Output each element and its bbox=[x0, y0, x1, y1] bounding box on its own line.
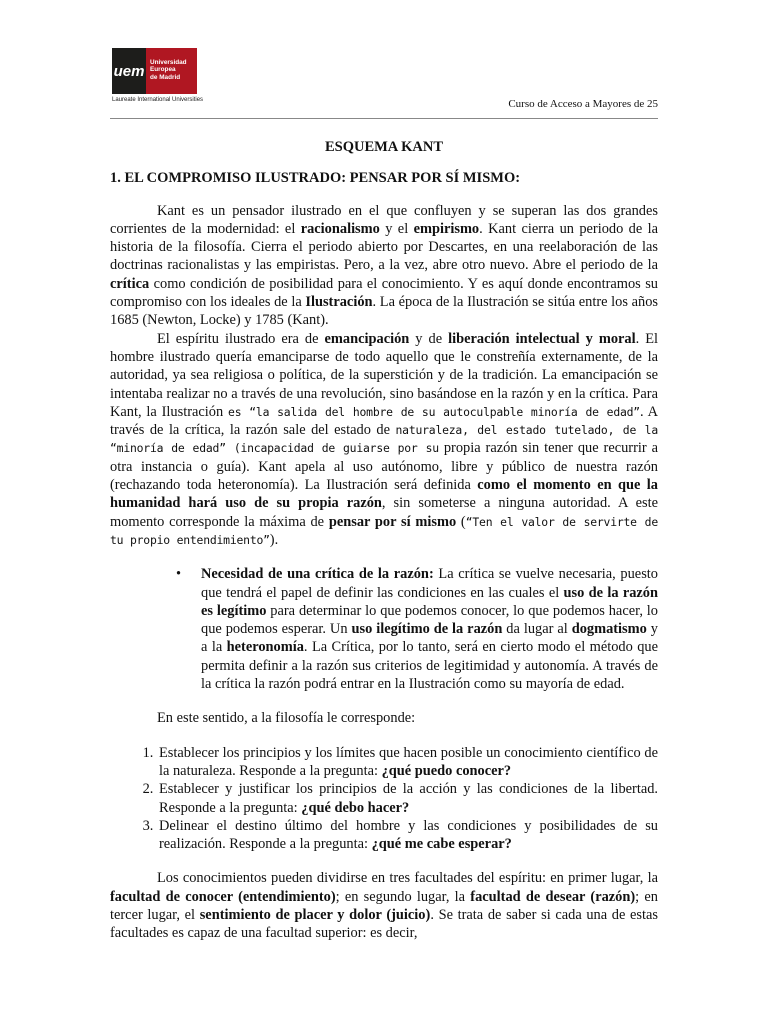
bullet-icon: • bbox=[176, 566, 182, 583]
list-item: 3. Delinear el destino último del hombre y las condiciones y posibilidades de su realización. Responde a la pregunta: ¿qué me cabe esperar? bbox=[157, 817, 658, 854]
paragraph-2: El espíritu ilustrado era de emancipación y de liberación intelectual y moral. El hombre ilustrado quería emanciparse de todo aquello que le constreñía externamente, de la autoridad, ya sea religiosa o política, de la superstición y de la tradición. La emancipación se intentaba realizar no a través de una revolución, sino basándose en la razón y en la crítica. Para Kant, la Ilustración es “la salida del hombre de su autoculpable minoría de edad”. A través de la crítica, la razón sale del estado de naturaleza, del estado tutelado, de la “minoría de edad” (incapacidad de guiarse por su propia razón sin tener que recurrir a otra instancia o guía). Kant apela al uso autónomo, libre y público de nuestra razón (rechazando toda heteronomía). La Ilustración será definida como el momento en que la humanidad hará uso de su propia razón, sin someterse a ninguna autoridad. A este momento corresponde la máxima de pensar por sí mismo (“Ten el valor de servirte de tu propio entendimiento”). bbox=[110, 330, 659, 548]
paragraph-4: Los conocimientos pueden dividirse en tres facultades del espíritu: en primer lugar, la facultad de conocer (entendimiento); en segundo lugar, la facultad de desear (razón); en tercer lugar, el sentimiento de placer y dolor (juicio). Se trata de saber si cada una de estas facultades es capaz de una facultad superior: es decir, bbox=[110, 870, 659, 942]
document-body bbox=[110, 138, 658, 943]
bullet-list bbox=[110, 565, 658, 693]
course-label: Curso de Acceso a Mayores de 25 bbox=[508, 98, 658, 110]
logo-mark: uem bbox=[112, 48, 146, 94]
paragraph-1: Kant es un pensador ilustrado en el que confluyen y se superan las dos grandes corrientes de la modernidad: el racionalismo y el empirismo. Kant cierra un periodo de la historia de la filosofía. Cierra el periodo abierto por Descartes, en una reelaboración de las doctrinas racionalistas y las empiristas. Pero, a la vez, abre otro nuevo. Abre el periodo de la crítica como condición de posibilidad para el conocimiento. Y es aquí donde encontramos su compromiso con los ideales de la Ilustración. La época de la Ilustración se sitúa entre los años 1685 (Newton, Locke) y 1785 (Kant). bbox=[110, 202, 659, 329]
section-heading: 1. EL COMPROMISO ILUSTRADO: PENSAR POR SÍ MISMO: bbox=[110, 170, 521, 187]
logo-text: Universidad Europea de Madrid bbox=[146, 48, 197, 94]
numbered-list bbox=[110, 744, 658, 854]
paragraph-3: En este sentido, a la filosofía le corresponde: bbox=[157, 710, 416, 727]
logo-tagline: Laureate International Universities bbox=[112, 97, 204, 103]
minoria-quote: naturaleza, del estado tutelado, de la “minoría de edad” (incapacidad de guiarse por su bbox=[110, 423, 658, 456]
list-item: 1. Establecer los principios y los límites que hacen posible un conocimiento científico de la naturaleza. Responde a la pregunta: ¿qué puedo conocer? bbox=[157, 744, 658, 781]
sapere-aude-quote: “Ten el valor de servirte de tu propio entendimiento” bbox=[110, 514, 658, 547]
header-rule bbox=[110, 118, 658, 119]
list-item: 2. Establecer y justificar los principios de la acción y las condiciones de la libertad. Responde a la pregunta: ¿qué debo hacer? bbox=[157, 780, 658, 817]
doc-title: ESQUEMA KANT bbox=[324, 139, 444, 155]
list-item: • Necesidad de una crítica de la razón: La crítica se vuelve necesaria, puesto que tendrá el papel de definir las condiciones en las cuales el uso de la razón es legítimo para determinar lo que podemos conocer, lo que podemos hacer, lo que podemos esperar. Un uso ilegítimo de la razón da lugar al dogmatismo y a la heteronomía. La Crítica, por lo tanto, será en cierto modo el método que permita definir a la razón sus criterios de legitimidad y autonomía. A través de la crítica la razón podrá entrar en la Ilustración como su mayoría de edad. bbox=[176, 566, 658, 693]
university-logo bbox=[112, 48, 203, 103]
kant-quote: es “la salida del hombre de su autoculpable minoría de edad” bbox=[228, 404, 640, 419]
